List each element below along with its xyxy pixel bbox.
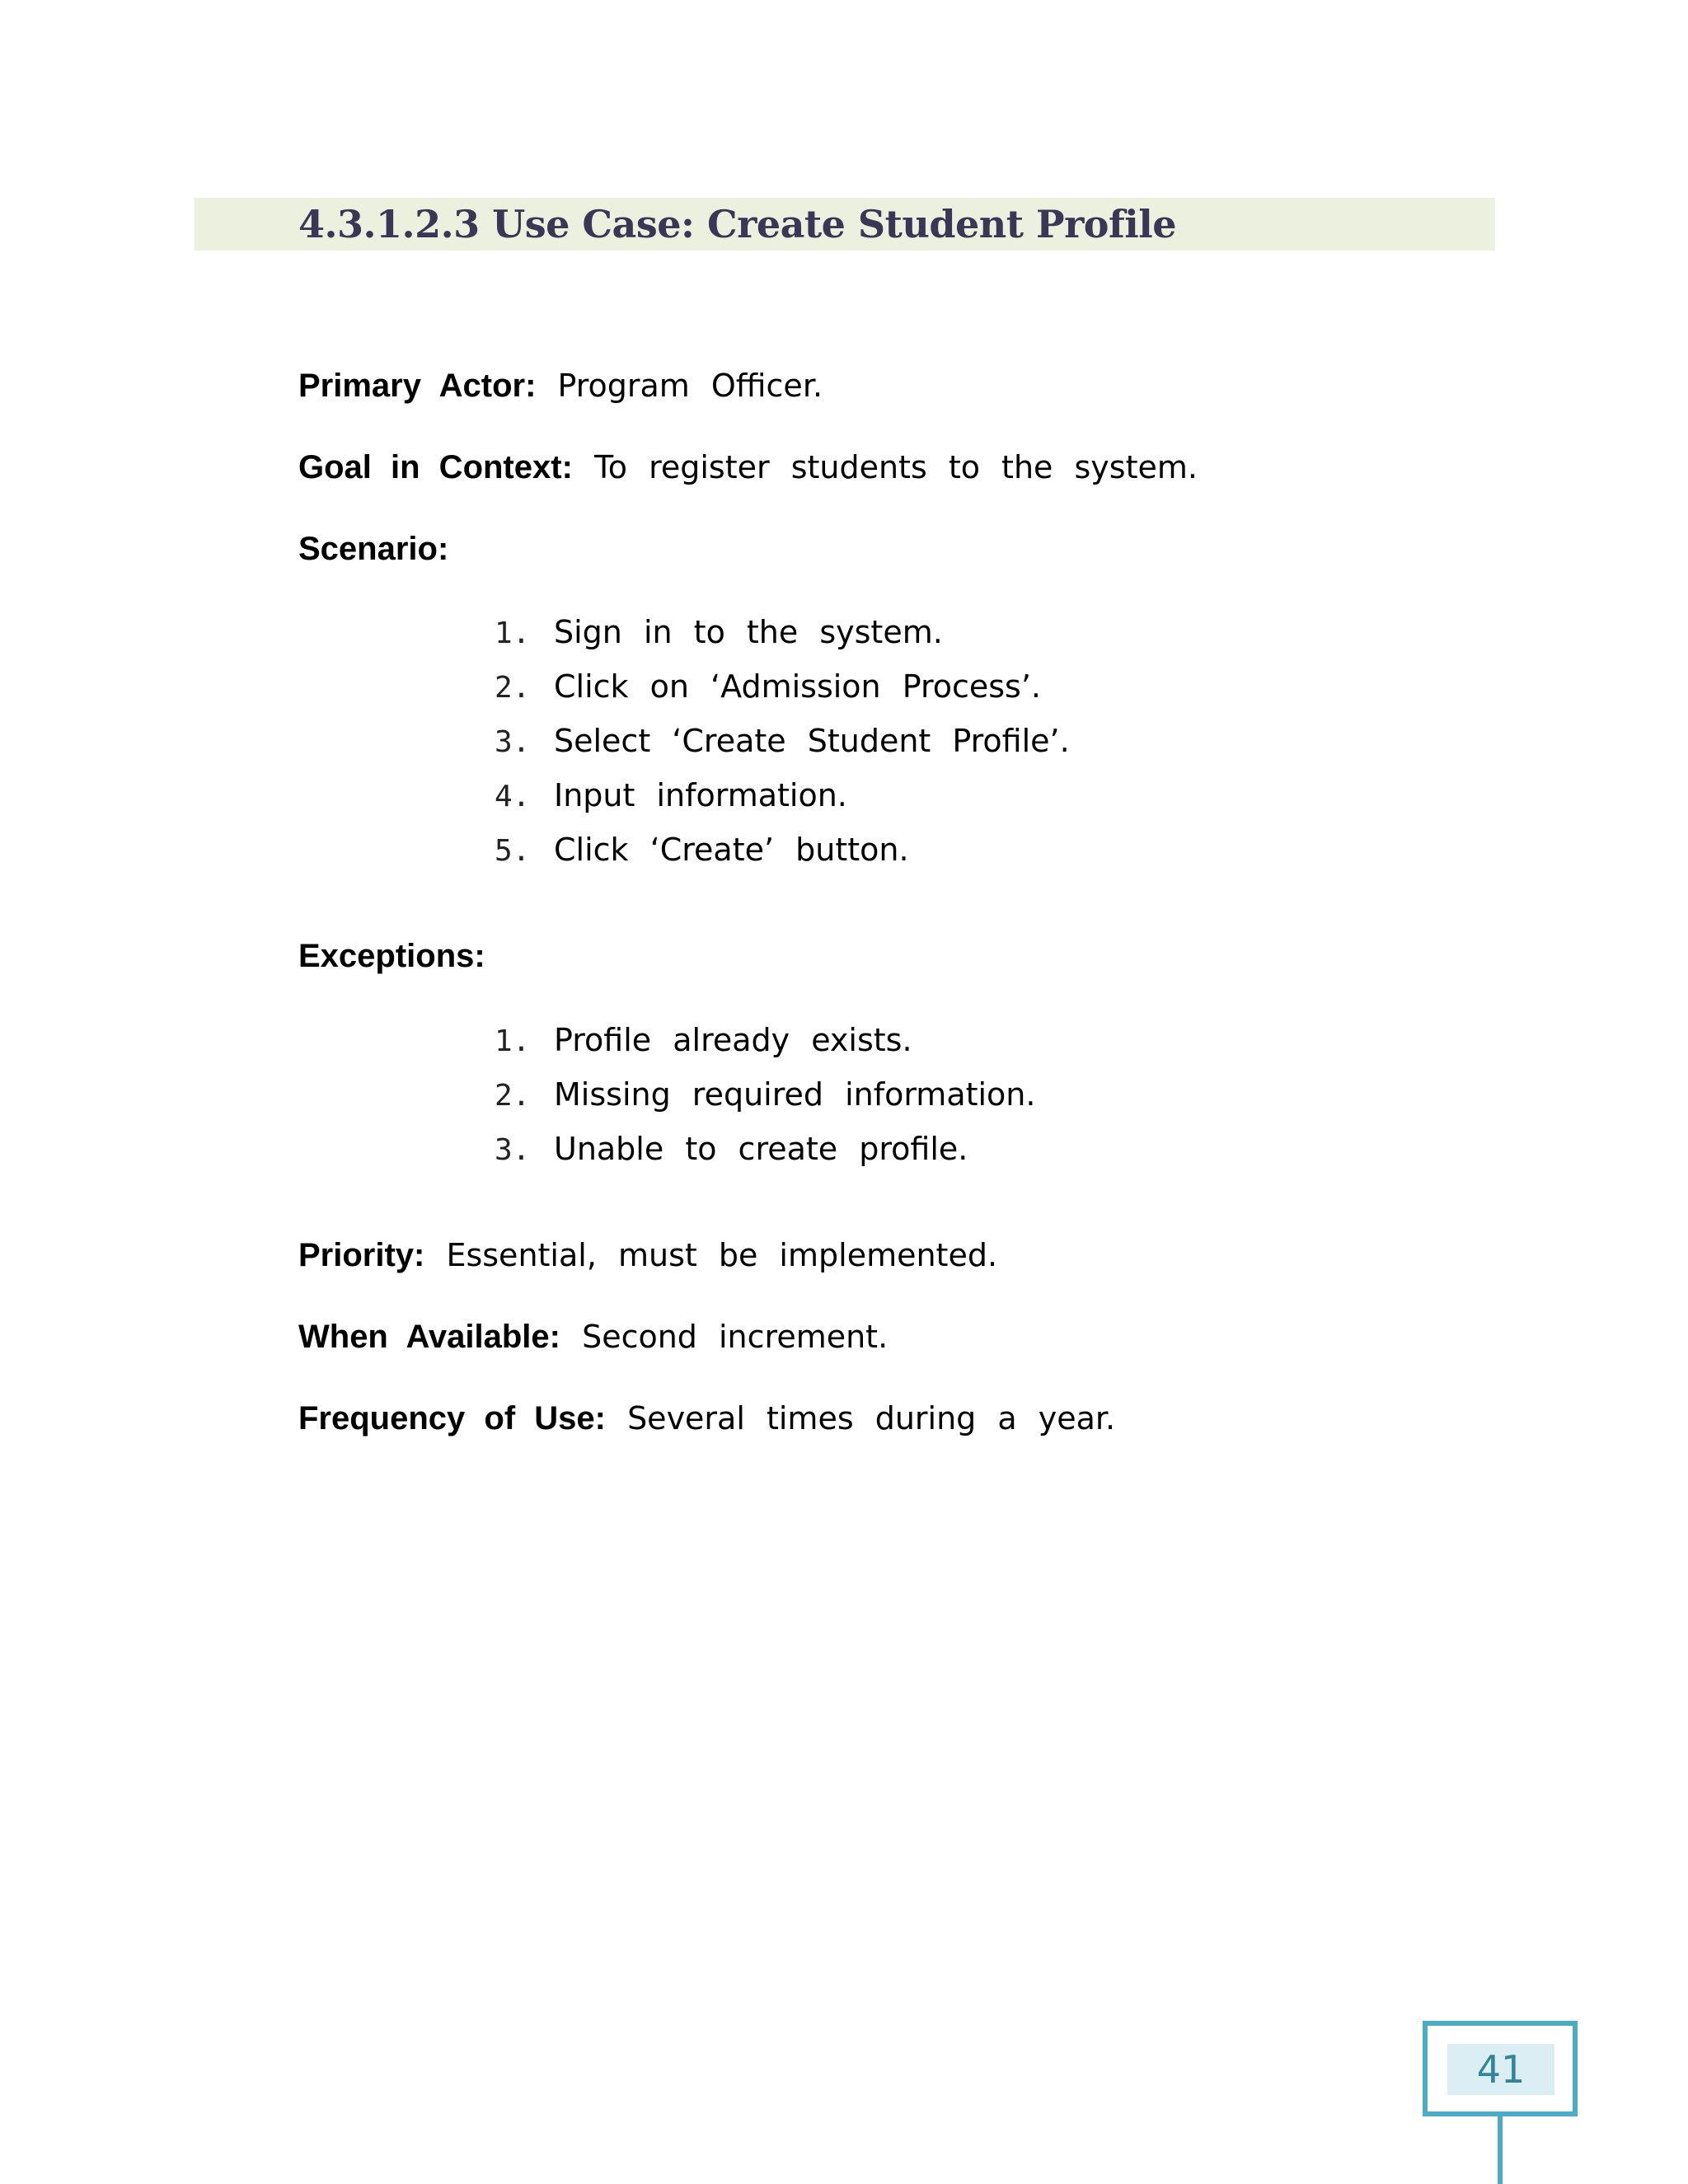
- frequency-value: Several times during a year.: [627, 1400, 1116, 1436]
- priority-label: Priority:: [298, 1237, 425, 1273]
- list-number: 5.: [495, 834, 531, 868]
- list-number: 2.: [495, 671, 531, 705]
- goal-field: [298, 447, 1198, 488]
- list-item: [495, 714, 1070, 768]
- list-item: [495, 659, 1070, 714]
- page-number-box: [1423, 2021, 1578, 2116]
- list-text: Profile already exists.: [554, 1022, 912, 1058]
- when-available-value: Second increment.: [582, 1319, 889, 1355]
- priority-field: [298, 1235, 997, 1276]
- goal-value: To register students to the system.: [593, 449, 1198, 485]
- page-number: 41: [1447, 2044, 1554, 2095]
- when-available-field: [298, 1316, 888, 1357]
- list-text: Sign in to the system.: [554, 614, 943, 650]
- list-text: Click on ‘Admission Process’.: [554, 668, 1042, 705]
- list-number: 1.: [495, 1024, 531, 1058]
- frequency-field: [298, 1398, 1115, 1439]
- page-number-stem: [1498, 2116, 1503, 2184]
- list-number: 3.: [495, 1133, 531, 1167]
- primary-actor-value: Program Officer.: [557, 368, 823, 404]
- exceptions-label: Exceptions:: [298, 938, 485, 974]
- list-item: [495, 1013, 1035, 1067]
- list-text: Unable to create profile.: [554, 1131, 968, 1167]
- list-number: 3.: [495, 725, 531, 759]
- list-item: [495, 605, 1070, 659]
- list-text: Input information.: [554, 777, 847, 813]
- scenario-label: Scenario:: [298, 531, 449, 567]
- list-item: [495, 768, 1070, 823]
- scenario-steps-list: [495, 605, 1070, 877]
- list-text: Select ‘Create Student Profile’.: [554, 723, 1070, 759]
- priority-value: Essential, must be implemented.: [446, 1237, 998, 1273]
- list-number: 4.: [495, 780, 531, 813]
- section-heading: 4.3.1.2.3 Use Case: Create Student Profile: [298, 202, 1176, 246]
- list-number: 2.: [495, 1079, 531, 1113]
- exceptions-list: [495, 1013, 1035, 1176]
- list-number: 1.: [495, 616, 531, 650]
- list-text: Click ‘Create’ button.: [554, 832, 909, 868]
- list-item: [495, 823, 1070, 877]
- primary-actor-label: Primary Actor:: [298, 368, 537, 404]
- frequency-label: Frequency of Use:: [298, 1400, 606, 1436]
- list-item: [495, 1067, 1035, 1122]
- list-text: Missing required information.: [554, 1076, 1036, 1113]
- primary-actor-field: [298, 365, 823, 406]
- goal-label: Goal in Context:: [298, 449, 573, 485]
- when-available-label: When Available:: [298, 1319, 560, 1355]
- list-item: [495, 1122, 1035, 1176]
